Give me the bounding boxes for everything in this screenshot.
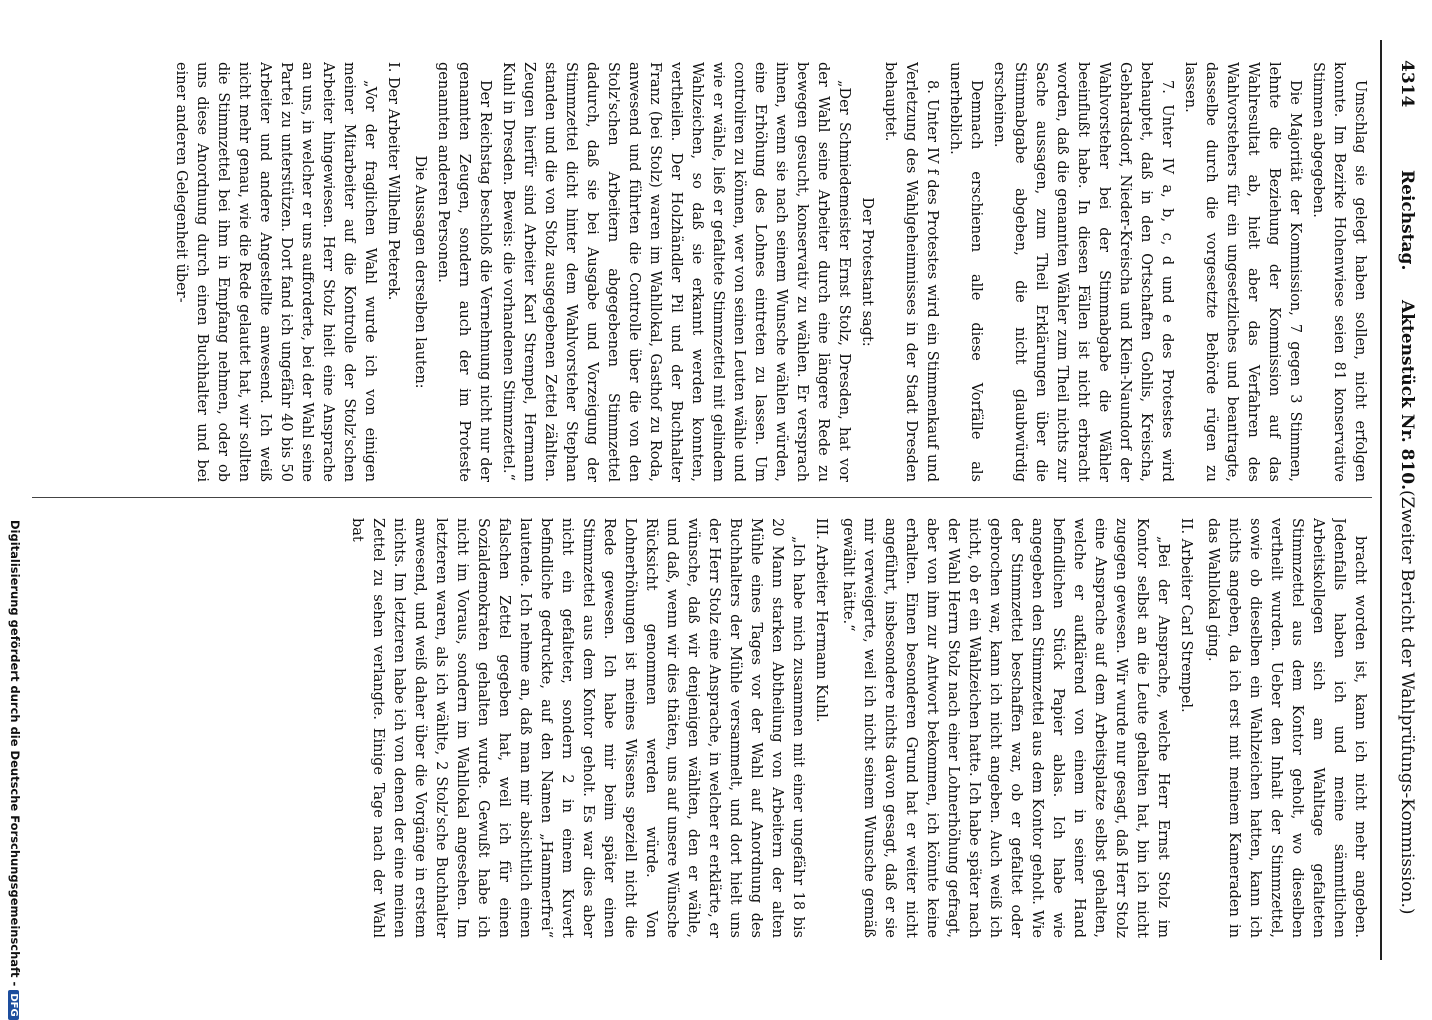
page-header [1391, 60, 1417, 940]
paragraph: 8. Unter IV f des Protestes wird ein Stimmenkauf und Verletzung des Wahlgeheimnisses in der Stadt Dresden behauptet. [882, 62, 940, 482]
paragraph: Umschlag sie gelegt haben sollen, nicht erfolgen konnte. Im Bezirke Hohenwiese seien 81 konservative Stimmen abgegeben. [1310, 62, 1368, 482]
paragraph: bracht worden ist, kann ich nicht mehr angeben. Jedenfalls haben ich und meine sämmtlichen Arbeitskollegen sich am Wahltage gefalteten Stimmzettel aus dem Kontor geholt, wo dieselben vertheilt wurden. Ueber den Inhalt der Stimmzettel, sowie ob dieselben ein Wahlzeichen hatten, kann ich nichts angeben, da ich erst mit meinem Kameraden in das Wahllokal ging. [1205, 518, 1368, 938]
section-heading: III. Arbeiter Hermann Kuhl. [813, 518, 829, 723]
paragraph: „Bei der Ansprache, welche Herr Ernst Stolz im Kontor selbst an die Leute gehalten hat, bin ich nicht zugegen gewesen. Wir wurde nur gesagt, daß Herr Stolz eine Ansprache auf dem Arbeitsplatze selbst gehalten, welche er aufklärend von einem in seiner Hand befindlichen Stück Papier ablas. Ich habe wie angegeben den Stimmzettel aus dem Kontor geholt. Wie der Stimmzettel beschaffen war, ob er gefaltet oder gebrochen war, kann ich nicht angeben. Auch weiß ich nicht, ob er ein Wahlzeichen hatte. Ich habe später nach der Wahl Herrn Stolz nach einer Lohnerhöhung gefragt, aber von ihm zur Antwort bekommen, ich könnte keine erhalten. Einen besonderen Grund hat er weiter nicht angeführt, insbesondere nichts davon gesagt, daß er sie mir verweigerte, weil ich nicht seinem Wunsche gemäß gewählt hätte.“ [840, 518, 1171, 938]
paragraph: Der Protestant sagt: [859, 197, 875, 347]
section-heading: I. Der Arbeiter Wilhelm Peterek. [385, 62, 401, 301]
document-number: Aktenstück Nr. 810. [1397, 300, 1417, 491]
paragraph: Der Reichstag beschloß die Vernehmung nicht nur der genannten Zeugen, sondern auch der im Proteste genannten anderen Personen. [435, 62, 493, 482]
paragraph: „Ich habe mich zusammen mit einer ungefähr 18 bis 20 Mann starken Abtheilung von Arbeitern der alten Mühle eines Tages vor der Wahl auf Anordnung des Buchhalters der Mühle versammelt, und dort hielt uns der Herr Stolz eine Ansprache, in welcher er erklärte, er wünsche, daß wir denjenigen wählten, den er wähle, und daß, wenn wir dies thäten, uns auf unsere Wünsche Rücksicht genommen werden würde. Von Lohnerhöhungen ist meines Wissens speziell nicht die Rede gewesen. Ich habe mir beim später einen Stimmzettel aus dem Kontor geholt. Es war dies aber nicht ein gefalteter, sondern 2 in einem Kuvert befindliche gedruckte, auf den Namen „Hammerfrei“ lautende. Ich nehme an, daß man mir absichtlich einen falschen Zettel gegeben hat, weil ich für einen Sozialdemokraten gehalten wurde. Gewußt habe ich nicht im Voraus, sondern im Wahllokal angesehen. Im letzteren waren, als ich wählte, 2 Stolz'sche Buchhalter anwesend, und weiß daher über die Vorgänge in erstem nichts. Im letzteren habe ich von denen der eine meinen Zettel zu sehen verlangte. Einige Tage nach der Wahl bat [349, 518, 806, 938]
paragraph: „Vor der fraglichen Wahl wurde ich von einigen meiner Mitarbeiter auf die Kontrolle der Stolz'schen Arbeiter hingewiesen. Herr Stolz hielt eine Ansprache an uns, in welcher er uns aufforderte, bei der Wahl seine Partei zu unterstützen. Dort fand ich ungefähr 40 bis 50 Arbeiter und andere Angestellte anwesend. Ich weiß nicht mehr genau, wie die Rede gelautet hat, wir sollten die Stimmzettel bei ihm in Empfang nehmen, oder ob uns diese Anordnung durch einen Buchhalter und bei einer anderen Gelegenheit über- [173, 62, 378, 482]
header-subtitle: (Zweiter Bericht der Wahlprüfungs-Kommission.) [1397, 490, 1417, 915]
credit-text: Digitalisierung gefördert durch die Deutsche Forschungsgemeinschaft - [8, 520, 22, 987]
right-column [30, 518, 1370, 938]
section-heading: II. Arbeiter Carl Strempel. [1178, 518, 1194, 713]
paragraph: Die Majorität der Kommission, 7 gegen 3 Stimmen, lehnte die Beziehung der Kommission auf das Wahlresultat ab, hielt aber das Verfahren des Wahlvorstehers für ein ungesetzliches und beantragte, dasselbe durch die vorgesetzte Behörde rügen zu lassen. [1182, 62, 1303, 482]
paragraph: 7. Unter IV a, b, c, d und e des Protestes wird behauptet, daß in den Ortschaften Gohlis, Kreischa, Gebhardsdorf, Nieder-Kreischa und Klein-Naundorf der Wahlvorsteher bei der Stimmabgabe die Wähler beeinflußt habe. In diesen Fällen ist nicht erbracht worden, daß die genannten Wähler zum Theil nichts zur Sache aussagen, zum Theil Erklärungen über die Stimmabgabe abgeben, die nicht glaubwürdig erscheinen. [991, 62, 1175, 482]
paragraph: „Der Schmiedemeister Ernst Stolz, Dresden, hat vor der Wahl seine Arbeiter durch eine längere Rede zu bewegen gesucht, konservativ zu wählen. Er versprach ihnen, wenn sie nach seinem Wunsche wählen würden, eine Erhöhung des Lohnes eintreten zu lassen. Um controliren zu können, wer von seinen Leuten wähle und wie er wähle, ließ er gefaltete Stimmzettel mit gelindem Wahlzeichen, so daß sie erkannt werden konnten, vertheilen. Der Holzhändler Pil und der Buchhalter Franz (bei Stolz) waren im Wahllokal, Gasthof zu Roda, anwesend und führten die Controlle über die von den Stolz'schen Arbeitern abgegebenen Stimmzettel dadurch, daß sie bei Ausgabe und Vorzeigung der Stimmzettel dicht hinter dem Wahlvorsteher Stephan standen und die von Stolz ausgegebenen Zettel zählten. Zeugen hierfür sind Arbeiter Karl Strempel, Hermann Kuhl in Dresden. Beweis: die vorhandenen Stimmzettel.“ [500, 62, 852, 482]
left-column [30, 62, 1370, 482]
page-number: 4314 [1397, 60, 1417, 108]
paragraph: Demnach erschienen alle diese Vorfälle als unerheblich. [947, 62, 984, 482]
paragraph: Die Aussagen derselben lauten: [412, 155, 428, 389]
dfg-logo: DFG [8, 990, 19, 1019]
digitization-credit [8, 520, 22, 1017]
header-title: Reichstag. [1397, 170, 1417, 271]
header-rule [1380, 40, 1382, 960]
column-divider [32, 497, 1372, 498]
